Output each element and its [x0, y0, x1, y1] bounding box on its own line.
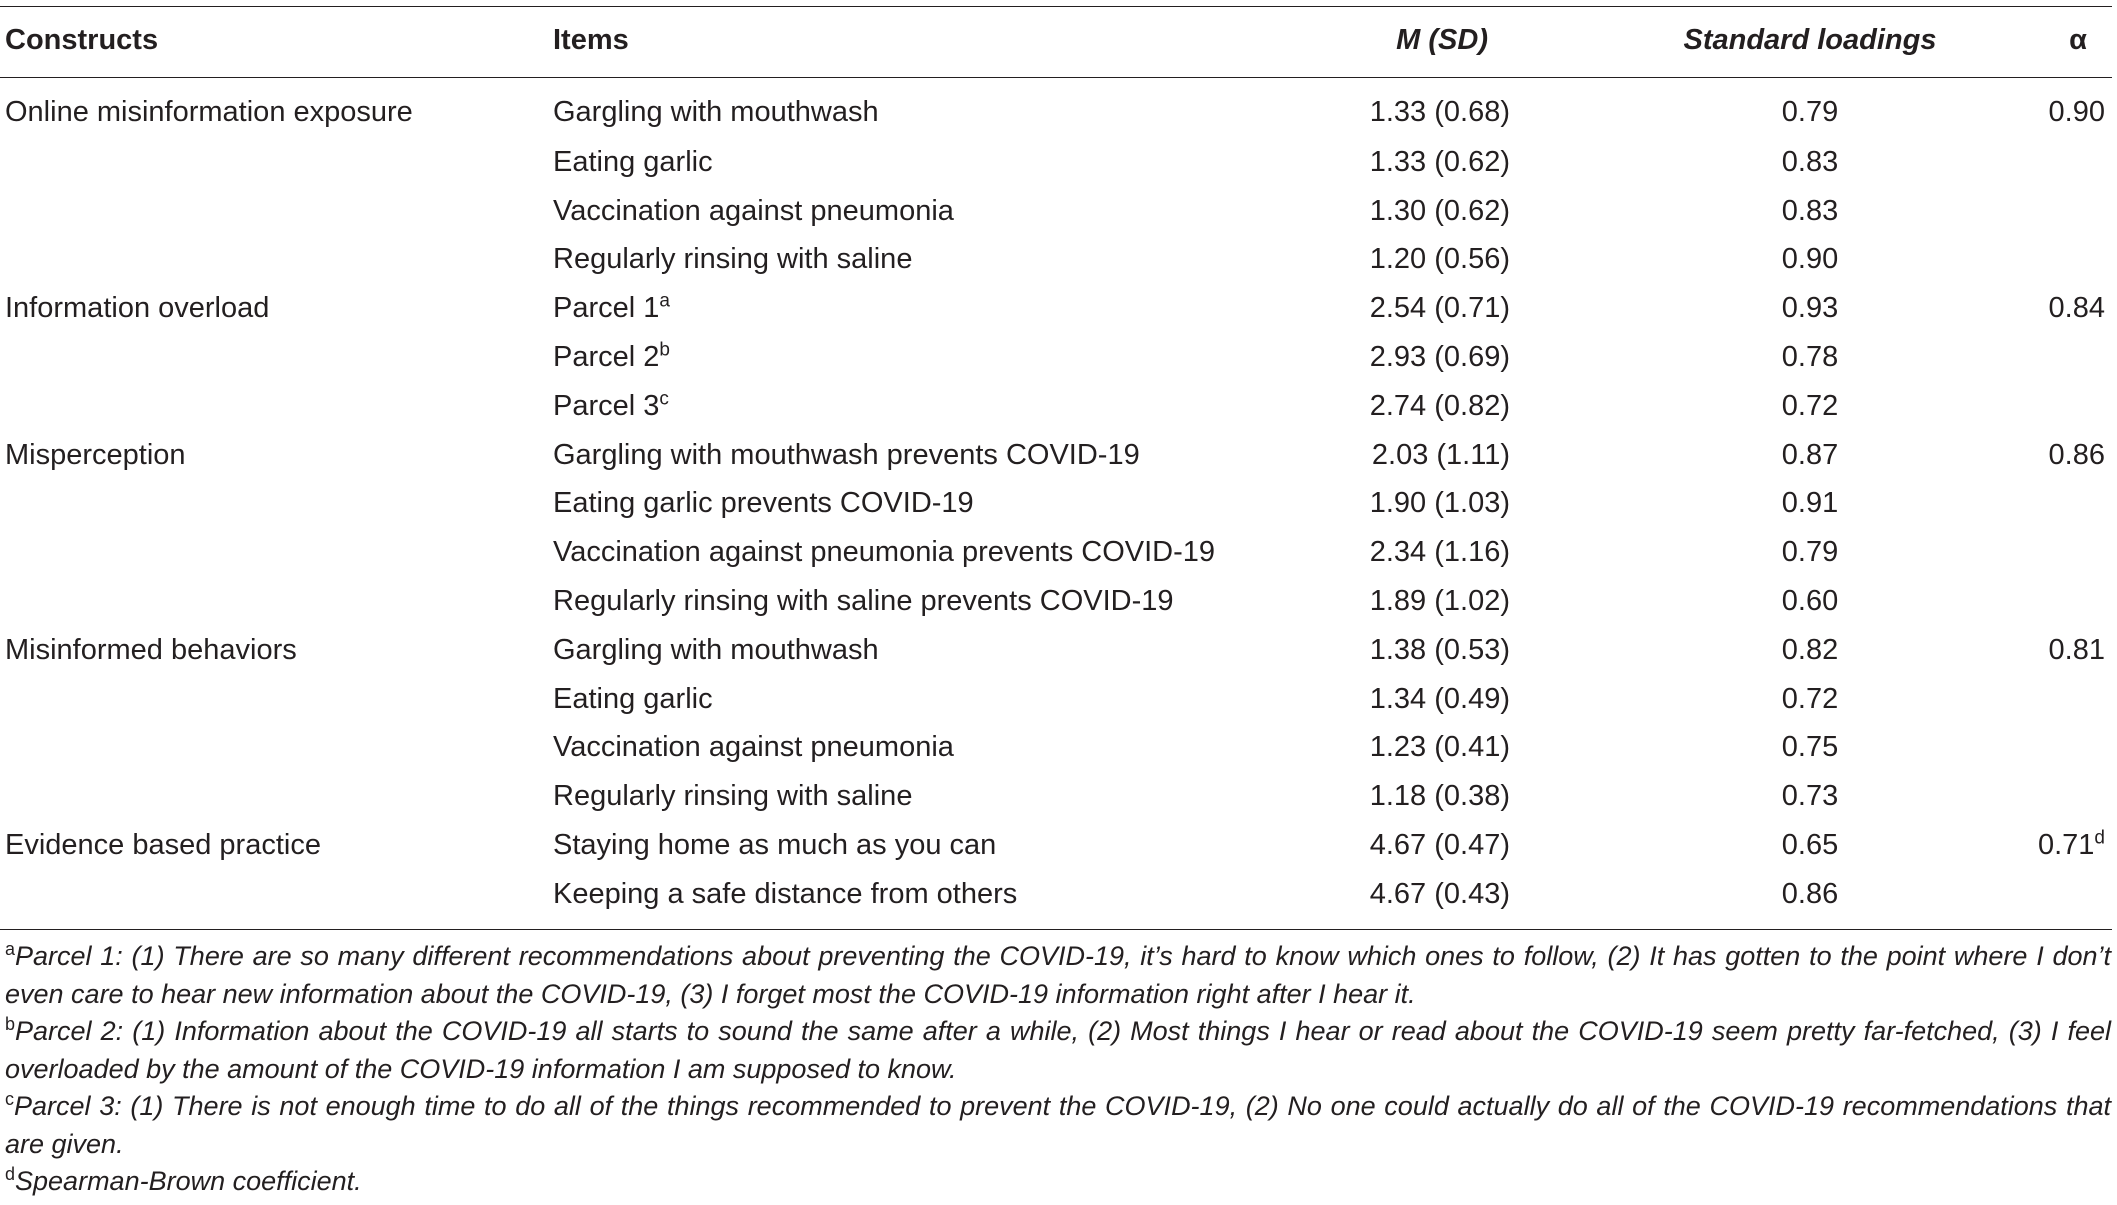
msd-cell-text: 1.34 (0.49): [1369, 682, 1510, 715]
item-cell-text: Eating garlic prevents COVID-19: [553, 487, 974, 520]
construct-cell-text: Misinformed behaviors: [5, 633, 297, 666]
item-cell-text: Regularly rinsing with saline prevents COVID-19: [553, 585, 1174, 618]
item-cell-text: Regularly rinsing with saline: [553, 780, 913, 813]
loading-cell: [1510, 187, 2000, 236]
header-msd: M (SD): [1396, 23, 1488, 56]
footnote-text: Parcel 3: (1) There is not enough time to do all of the things recommended to prevent the COVID-19, (2) No one could actually do all of the COVID-19 recommendations that are given.: [5, 1091, 2111, 1159]
msd-cell-text: 1.20 (0.56): [1369, 243, 1510, 276]
msd-cell: [1253, 431, 1510, 480]
construct-cell: [0, 382, 553, 431]
footnote-marker: d: [2094, 827, 2105, 849]
loading-cell-text: 0.72: [1781, 389, 1839, 422]
item-cell-text: Eating garlic: [553, 145, 713, 178]
msd-cell-text: 2.03 (1.11): [1371, 438, 1510, 471]
loading-cell-text: 0.65: [1781, 829, 1839, 862]
alpha-cell: [2000, 577, 2112, 626]
loading-cell: [1510, 382, 2000, 431]
construct-cell: [0, 821, 553, 870]
item-cell-text: Parcel 1: [553, 292, 660, 325]
footnote-text: Spearman-Brown coefficient.: [15, 1166, 362, 1196]
construct-cell: [0, 577, 553, 626]
msd-cell-text: 2.74 (0.82): [1369, 389, 1510, 422]
msd-cell: [1253, 187, 1510, 236]
loading-cell: [1510, 675, 2000, 724]
alpha-cell: [2000, 772, 2112, 821]
loading-cell-text: 0.83: [1781, 145, 1839, 178]
construct-cell: [0, 138, 553, 187]
footnote-marker: a: [659, 290, 670, 312]
item-cell: [553, 382, 1253, 431]
header-row: [0, 6, 2112, 74]
header-constructs: Constructs: [5, 23, 159, 56]
loading-cell-text: 0.60: [1781, 585, 1839, 618]
loading-cell-text: 0.91: [1781, 487, 1839, 520]
loading-cell: [1510, 236, 2000, 285]
loading-cell-text: 0.78: [1781, 341, 1839, 374]
table-row: [0, 626, 2112, 675]
footnote-text: Parcel 2: (1) Information about the COVID-19 all starts to sound the same after a while, (2) Most things I hear or read about the COVID-19 seem pretty far-fetched, (3) I feel overloaded by the amount of the COVID-19 information I am supposed to know.: [5, 1016, 2111, 1084]
loading-cell-text: 0.72: [1781, 682, 1839, 715]
loading-cell: [1510, 284, 2000, 333]
item-cell-text: Vaccination against pneumonia: [553, 194, 954, 227]
table-row: [0, 772, 2112, 821]
construct-cell-text: Misperception: [5, 438, 186, 471]
item-cell: [553, 284, 1253, 333]
item-cell-text: Vaccination against pneumonia: [553, 731, 954, 764]
msd-cell: [1253, 626, 1510, 675]
item-cell: [553, 821, 1253, 870]
footnote-mark: a: [5, 939, 16, 959]
table-row: [0, 675, 2112, 724]
msd-cell: [1253, 870, 1510, 919]
msd-cell: [1253, 74, 1510, 138]
table-row: [0, 382, 2112, 431]
table-footnotes: [5, 938, 2111, 1201]
item-cell: [553, 528, 1253, 577]
msd-cell: [1253, 138, 1510, 187]
alpha-cell-text: 0.86: [2048, 438, 2105, 471]
msd-cell: [1253, 333, 1510, 382]
loading-cell: [1510, 333, 2000, 382]
footnote-marker: c: [659, 388, 669, 410]
alpha-cell: [2000, 821, 2112, 870]
loading-cell: [1510, 138, 2000, 187]
alpha-cell: [2000, 382, 2112, 431]
alpha-cell: [2000, 138, 2112, 187]
loading-cell: [1510, 821, 2000, 870]
item-cell: [553, 577, 1253, 626]
loading-cell: [1510, 626, 2000, 675]
footnote-marker: b: [659, 339, 670, 361]
msd-cell-text: 1.90 (1.03): [1369, 487, 1510, 520]
msd-cell: [1253, 236, 1510, 285]
construct-cell: [0, 431, 553, 480]
item-cell-text: Staying home as much as you can: [553, 829, 997, 862]
msd-cell: [1253, 675, 1510, 724]
construct-cell: [0, 74, 553, 138]
construct-cell: [0, 772, 553, 821]
alpha-cell: [2000, 431, 2112, 480]
construct-cell: [0, 870, 553, 919]
loading-cell-text: 0.75: [1781, 731, 1839, 764]
msd-cell: [1253, 382, 1510, 431]
item-cell-text: Gargling with mouthwash: [553, 633, 879, 666]
item-cell-text: Vaccination against pneumonia prevents COVID-19: [553, 536, 1216, 569]
item-cell: [553, 236, 1253, 285]
msd-cell-text: 1.23 (0.41): [1369, 731, 1510, 764]
table-row: [0, 236, 2112, 285]
construct-cell: [0, 236, 553, 285]
table-row: [0, 480, 2112, 529]
item-cell: [553, 626, 1253, 675]
alpha-cell: [2000, 528, 2112, 577]
msd-cell-text: 1.30 (0.62): [1369, 194, 1510, 227]
construct-cell: [0, 675, 553, 724]
item-cell-text: Parcel 2: [553, 341, 660, 374]
alpha-cell: [2000, 480, 2112, 529]
construct-cell: [0, 626, 553, 675]
loading-cell-text: 0.79: [1781, 95, 1839, 128]
table-body: [0, 74, 2112, 919]
msd-cell-text: 1.38 (0.53): [1369, 633, 1510, 666]
construct-cell-text: Information overload: [5, 292, 270, 325]
msd-cell-text: 1.89 (1.02): [1369, 585, 1510, 618]
loading-cell: [1510, 431, 2000, 480]
loading-cell-text: 0.82: [1781, 633, 1839, 666]
table-row: [0, 724, 2112, 773]
msd-cell: [1253, 577, 1510, 626]
loading-cell-text: 0.86: [1781, 877, 1839, 910]
item-cell-text: Regularly rinsing with saline: [553, 243, 913, 276]
item-cell: [553, 138, 1253, 187]
table-row: [0, 138, 2112, 187]
construct-cell: [0, 528, 553, 577]
header-loadings: Standard loadings: [1683, 23, 1937, 56]
msd-cell-text: 1.33 (0.68): [1369, 95, 1510, 128]
msd-cell: [1253, 480, 1510, 529]
loading-cell: [1510, 528, 2000, 577]
table-row: [0, 284, 2112, 333]
loading-cell: [1510, 772, 2000, 821]
footnote-mark: b: [5, 1014, 16, 1034]
loading-cell-text: 0.83: [1781, 194, 1839, 227]
header-alpha: α: [2069, 23, 2087, 56]
loading-cell: [1510, 724, 2000, 773]
item-cell-text: Eating garlic: [553, 682, 713, 715]
alpha-cell-text: 0.90: [2048, 95, 2105, 128]
item-cell: [553, 772, 1253, 821]
msd-cell: [1253, 724, 1510, 773]
alpha-cell: [2000, 870, 2112, 919]
loading-cell: [1510, 870, 2000, 919]
msd-cell: [1253, 284, 1510, 333]
item-cell: [553, 333, 1253, 382]
msd-cell-text: 1.33 (0.62): [1369, 145, 1510, 178]
table-row: [0, 528, 2112, 577]
alpha-cell: [2000, 187, 2112, 236]
loading-cell: [1510, 480, 2000, 529]
construct-cell: [0, 724, 553, 773]
loading-cell-text: 0.93: [1781, 292, 1839, 325]
item-cell: [553, 870, 1253, 919]
alpha-cell: [2000, 675, 2112, 724]
loading-cell-text: 0.79: [1781, 536, 1839, 569]
item-cell-text: Gargling with mouthwash: [553, 95, 879, 128]
item-cell: [553, 431, 1253, 480]
loading-cell: [1510, 74, 2000, 138]
footnote-b: [5, 1013, 2111, 1088]
alpha-cell: [2000, 626, 2112, 675]
item-cell-text: Gargling with mouthwash prevents COVID-19: [553, 438, 1140, 471]
results-table: [0, 6, 2112, 919]
construct-cell-text: Online misinformation exposure: [5, 95, 413, 128]
construct-cell: [0, 187, 553, 236]
msd-cell-text: 4.67 (0.47): [1369, 829, 1510, 862]
footnote-mark: c: [5, 1089, 14, 1109]
item-cell: [553, 74, 1253, 138]
footnote-mark: d: [5, 1164, 16, 1184]
item-cell: [553, 480, 1253, 529]
alpha-cell-text: 0.84: [2048, 292, 2105, 325]
msd-cell-text: 2.54 (0.71): [1369, 292, 1510, 325]
table-row: [0, 333, 2112, 382]
construct-cell-text: Evidence based practice: [5, 829, 321, 862]
table-row: [0, 431, 2112, 480]
footnote-d: [5, 1163, 2111, 1201]
table-row: [0, 870, 2112, 919]
msd-cell-text: 2.34 (1.16): [1369, 536, 1510, 569]
construct-cell: [0, 480, 553, 529]
footnote-c: [5, 1088, 2111, 1163]
msd-cell-text: 4.67 (0.43): [1369, 877, 1510, 910]
alpha-cell: [2000, 333, 2112, 382]
msd-cell: [1253, 528, 1510, 577]
msd-cell-text: 1.18 (0.38): [1369, 780, 1510, 813]
table-row: [0, 74, 2112, 138]
construct-cell: [0, 333, 553, 382]
footnote-text: Parcel 1: (1) There are so many different recommendations about preventing the COVID-19, it’s hard to know which ones to follow, (2) It has gotten to the point where I don’t even care to hear new information about the COVID-19, (3) I forget most the COVID-19 information right after I hear it.: [5, 941, 2111, 1009]
alpha-cell: [2000, 74, 2112, 138]
table-row: [0, 187, 2112, 236]
loading-cell-text: 0.73: [1781, 780, 1839, 813]
bottom-rule: [0, 929, 2112, 930]
item-cell: [553, 187, 1253, 236]
table-row: [0, 821, 2112, 870]
alpha-cell-text: 0.71: [2037, 829, 2095, 862]
alpha-cell: [2000, 236, 2112, 285]
loading-cell-text: 0.90: [1781, 243, 1839, 276]
msd-cell: [1253, 821, 1510, 870]
table-row: [0, 577, 2112, 626]
header-items: Items: [553, 23, 629, 56]
alpha-cell: [2000, 284, 2112, 333]
item-cell: [553, 724, 1253, 773]
item-cell: [553, 675, 1253, 724]
item-cell-text: Keeping a safe distance from others: [553, 877, 1018, 910]
construct-cell: [0, 284, 553, 333]
item-cell-text: Parcel 3: [553, 389, 660, 422]
msd-cell: [1253, 772, 1510, 821]
alpha-cell: [2000, 724, 2112, 773]
loading-cell-text: 0.87: [1781, 438, 1839, 471]
footnote-a: [5, 938, 2111, 1013]
alpha-cell-text: 0.81: [2048, 633, 2105, 666]
loading-cell: [1510, 577, 2000, 626]
msd-cell-text: 2.93 (0.69): [1369, 341, 1510, 374]
